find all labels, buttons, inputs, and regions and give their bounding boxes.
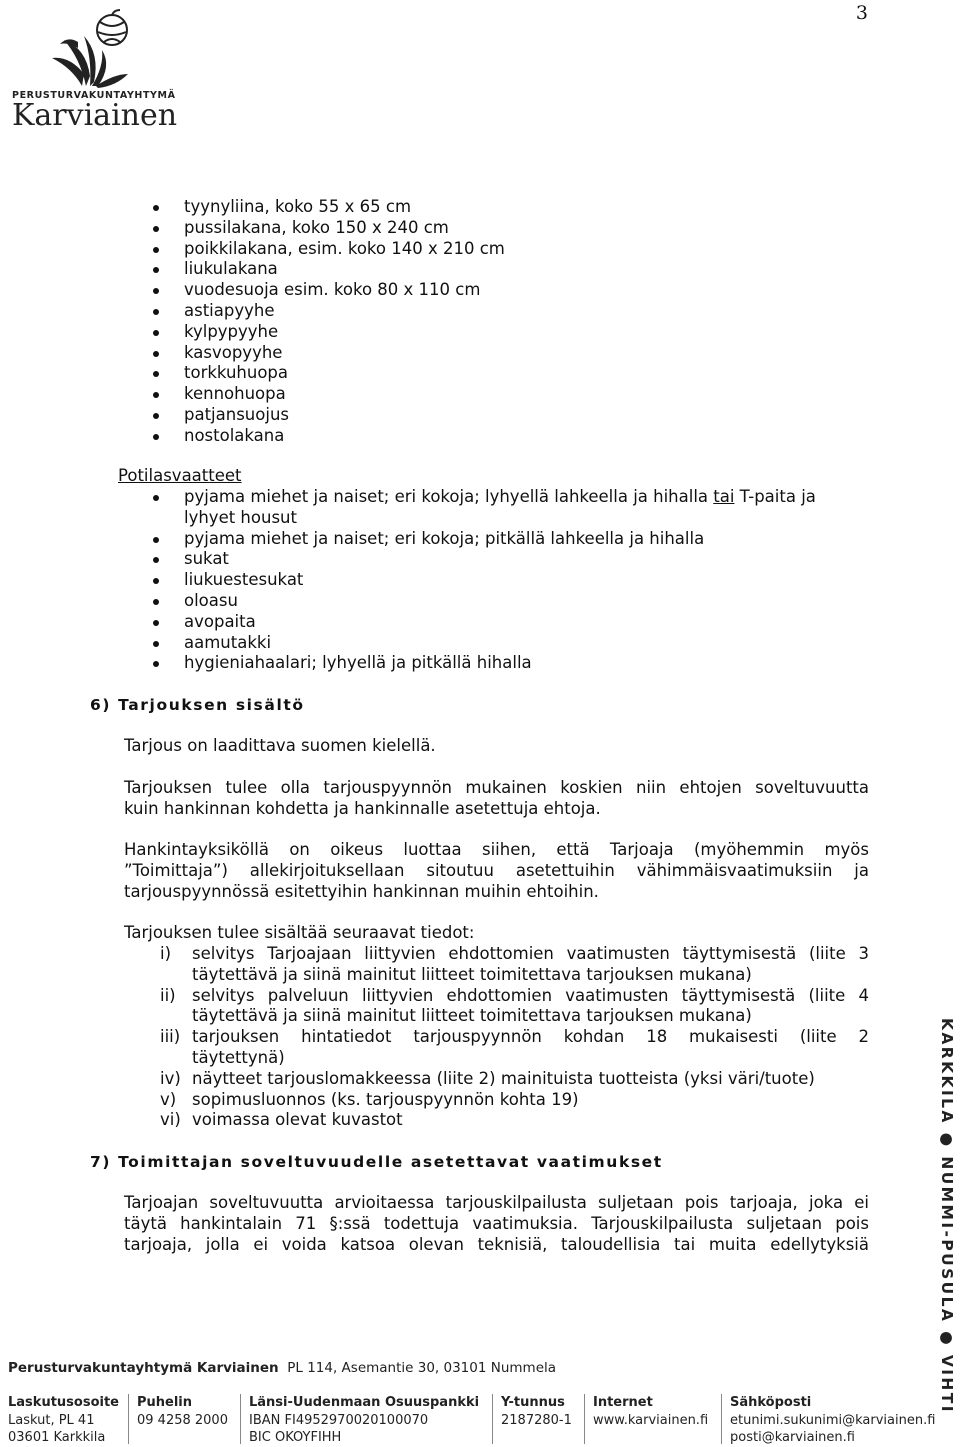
paragraph-contents-intro <box>124 923 869 944</box>
gooseberry-logo-icon <box>42 8 142 90</box>
section-6-heading: 6) Tarjouksen sisältö <box>90 696 305 714</box>
item-line: sopimusluonnos (ks. tarjouspyynnön kohta 19) <box>192 1089 579 1109</box>
item-line: näytteet tarjouslomakkeessa (liite 2) mainituista tuotteista (yksi väri/tuote) <box>192 1068 815 1088</box>
item-number: iv) <box>160 1068 181 1088</box>
paragraph-reliance <box>124 840 869 902</box>
list-item: pussilakana, koko 150 x 240 cm <box>150 218 505 239</box>
list-item: sukat <box>150 549 870 570</box>
footer-col-heading: Sähköposti <box>730 1395 812 1410</box>
footer-col-heading: Laskutusosoite <box>8 1395 119 1410</box>
list-item: hygieniahaalari; lyhyellä ja pitkällä hihalla <box>150 653 870 674</box>
list-item-text: T-paita ja <box>734 487 816 506</box>
list-item: kylpypyyhe <box>150 322 505 343</box>
paragraph-line: Tarjous on laadittava suomen kielellä. <box>124 736 436 755</box>
footer-billing <box>8 1394 119 1447</box>
list-item-continuation: lyhyet housut <box>184 507 297 527</box>
list-item: liukuestesukat <box>150 570 870 591</box>
patient-clothes-heading: Potilasvaatteet <box>118 466 242 485</box>
list-item: nostolakana <box>150 426 505 447</box>
footer-col-line: 2187280-1 <box>501 1412 572 1428</box>
list-item <box>124 1090 869 1111</box>
list-item-text: pyjama miehet ja naiset; eri kokoja; lyhyellä lahkeella ja hihalla <box>184 487 714 506</box>
list-item <box>124 1027 869 1069</box>
footer-divider <box>492 1394 493 1444</box>
item-line: täytettävä ja siinä mainitut liitteet toimitettava tarjouksen mukana) <box>192 1006 752 1026</box>
logo-subtitle: PERUSTURVAKUNTAYHTYMÄ <box>12 90 176 101</box>
footer-address: PL 114, Asemantie 30, 03101 Nummela <box>287 1360 557 1376</box>
list-item: pyjama miehet ja naiset; eri kokoja; pitkällä lahkeella ja hihalla <box>150 529 870 550</box>
list-item: astiapyyhe <box>150 301 505 322</box>
side-banner-text: KARKKILA ● NUMMI-PUSULA ● VIHTI <box>938 1018 956 1414</box>
item-line: selvitys palveluun liittyvien ehdottomien vaatimusten täyttymisestä (liite 4 <box>192 985 869 1005</box>
bedding-list <box>150 197 505 447</box>
footer-email-link[interactable]: posti@karviainen.fi <box>730 1430 855 1445</box>
paragraph-line: täytä hankintalain 71 §:ssä todettuja vaatimuksia. Tarjouskilpailusta suljetaan pois <box>124 1213 869 1233</box>
footer-email <box>730 1394 935 1447</box>
list-item: tyynyliina, koko 55 x 65 cm <box>150 197 505 218</box>
list-item: oloasu <box>150 591 870 612</box>
paragraph-language <box>124 736 869 757</box>
footer-col-line: 03601 Karkkila <box>8 1430 106 1445</box>
list-item: patjansuojus <box>150 405 505 426</box>
item-line: täytettynä) <box>192 1047 285 1067</box>
item-line: selvitys Tarjoajaan liittyvien ehdottomien vaatimusten täyttymisestä (liite 3 <box>192 944 869 963</box>
list-item: vuodesuoja esim. koko 80 x 110 cm <box>150 280 505 301</box>
item-number: vi) <box>160 1110 181 1130</box>
item-number: v) <box>160 1089 177 1109</box>
paragraph-line: ”Toimittaja”) allekirjoituksellaan sitoutuu asetettuihin vähimmäisvaatimuksiin ja <box>124 860 869 880</box>
list-item: aamutakki <box>150 633 870 654</box>
list-item <box>124 986 869 1028</box>
footer-col-heading: Internet <box>593 1395 653 1410</box>
emphasis-or: tai <box>713 487 735 506</box>
footer-organization <box>8 1360 556 1376</box>
logo-name: Karviainen <box>12 98 178 133</box>
page-number: 3 <box>855 2 868 24</box>
paragraph-line: Tarjouksen tulee olla tarjouspyynnön mukainen koskien niin ehtojen soveltuvuutta <box>124 778 869 797</box>
list-item <box>124 1069 869 1090</box>
footer-phone <box>137 1394 228 1429</box>
municipalities-side-banner <box>936 1018 960 1414</box>
item-number: ii) <box>160 985 176 1005</box>
list-item: torkkuhuopa <box>150 363 505 384</box>
logo <box>12 8 178 133</box>
paragraph-line: Tarjoajan soveltuvuutta arvioitaessa tarjouskilpailusta suljetaan pois tarjoaja, joka ei <box>124 1193 869 1212</box>
footer-business-id <box>501 1394 572 1429</box>
footer-col-heading: Länsi-Uudenmaan Osuuspankki <box>249 1395 480 1410</box>
list-item: kasvopyyhe <box>150 343 505 364</box>
footer-col-line: BIC OKOYFIHH <box>249 1430 342 1445</box>
item-line: tarjouksen hintatiedot tarjouspyynnön kohdan 18 mukaisesti (liite 2 <box>192 1027 869 1047</box>
paragraph-line: tarjoaja, jolla ei voida katsoa olevan teknisiä, taloudellisia tai muita edellytyksiä <box>124 1234 869 1254</box>
footer-divider <box>584 1394 585 1444</box>
list-item: liukulakana <box>150 259 505 280</box>
footer-col-line: Laskut, PL 41 <box>8 1412 95 1428</box>
list-item <box>124 944 869 986</box>
footer-divider <box>128 1394 129 1444</box>
paragraph-line: kuin hankinnan kohdetta ja hankinnalle asetettuja ehtoja. <box>124 798 601 818</box>
footer-col-line: IBAN FI4952970020100070 <box>249 1412 429 1428</box>
footer-col-line: 09 4258 2000 <box>137 1412 228 1428</box>
list-item <box>150 487 870 529</box>
list-item: avopaita <box>150 612 870 633</box>
item-line: täytettävä ja siinä mainitut liitteet toimitettava tarjouksen mukana) <box>192 964 752 984</box>
list-item: kennohuopa <box>150 384 505 405</box>
footer-internet <box>593 1394 708 1429</box>
footer-col-heading: Puhelin <box>137 1395 193 1410</box>
footer-divider <box>240 1394 241 1444</box>
list-item: poikkilakana, esim. koko 140 x 210 cm <box>150 239 505 260</box>
footer-col-heading: Y-tunnus <box>501 1395 565 1410</box>
footer-org-name: Perusturvakuntayhtymä Karviainen <box>8 1360 279 1376</box>
footer-bank <box>249 1394 479 1447</box>
footer-email-link[interactable]: etunimi.sukunimi@karviainen.fi <box>730 1412 936 1428</box>
item-line: voimassa olevat kuvastot <box>192 1110 403 1130</box>
paragraph-line: Tarjouksen tulee sisältää seuraavat tiedot: <box>124 923 475 942</box>
list-item <box>124 1110 869 1131</box>
paragraph-suitability <box>124 1193 869 1255</box>
footer-website-link[interactable]: www.karviainen.fi <box>593 1412 709 1428</box>
item-number: iii) <box>160 1027 181 1047</box>
item-number: i) <box>160 944 172 963</box>
paragraph-line: tarjouspyynnössä esitettyihin hankinnan muihin ehtoihin. <box>124 881 599 901</box>
required-contents-list <box>124 944 869 1131</box>
paragraph-line: Hankintayksiköllä on oikeus luottaa siihen, että Tarjoaja (myöhemmin myös <box>124 840 869 859</box>
section-7-heading: 7) Toimittajan soveltuvuudelle asetettavat vaatimukset <box>90 1153 663 1171</box>
footer-divider <box>721 1394 722 1444</box>
paragraph-conformity <box>124 778 869 820</box>
patient-clothes-list <box>150 487 870 674</box>
